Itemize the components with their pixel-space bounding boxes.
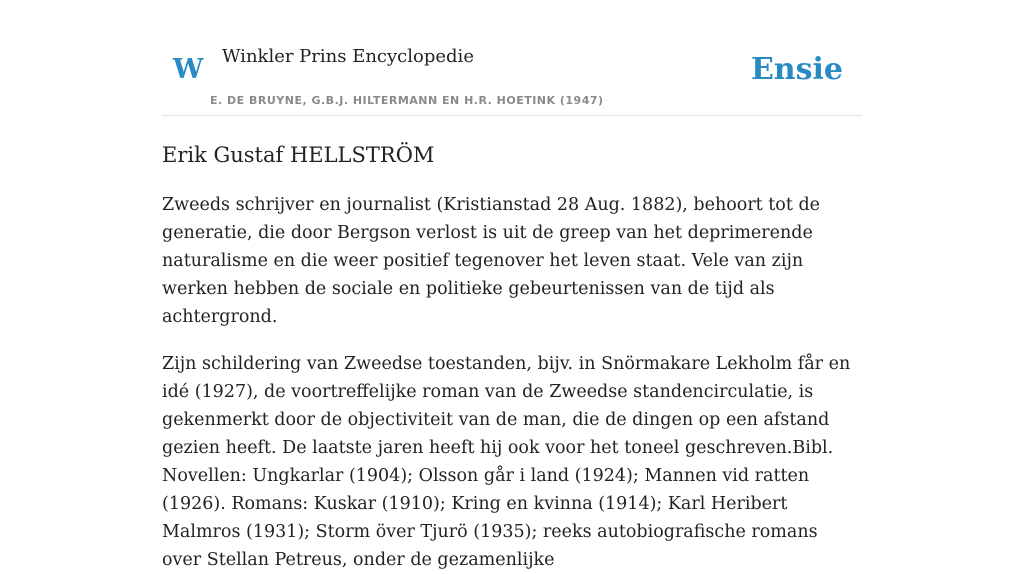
brand-logo[interactable]: Ensie: [750, 52, 843, 87]
source-logo-icon: W: [173, 54, 204, 85]
article: [162, 140, 862, 574]
article-paragraph: Zijn schildering van Zweedse toestanden, bijv. in Snörmakare Lekholm får en idé (1927), de voortreffelijke roman van de Zweedse standencirculatie, is gekenmerkt door de objectiviteit van de man, die de dingen op een afstand gezien heeft. De laatste jaren heeft hij ook voor het toneel geschreven.Bibl. Novellen: Ungkarlar (1904); Olsson går i land (1924); Mannen vid ratten (1926). Romans: Kuskar (1910); Kring en kvinna (1914); Karl Heribert Malmros (1931); Storm över Tjurö (1935); reeks autobiografische romans over Stellan Petreus, onder de gezamenlijke: [162, 354, 851, 570]
source-title[interactable]: Winkler Prins Encyclopedie: [222, 46, 474, 67]
source-authors: E. DE BRUYNE, G.B.J. HILTERMANN EN H.R. HOETINK (1947): [210, 94, 604, 107]
article-title: Erik Gustaf HELLSTRÖM: [162, 143, 435, 167]
source-header: [162, 40, 862, 116]
article-paragraph: Zweeds schrijver en journalist (Kristianstad 28 Aug. 1882), behoort tot de generatie, die door Bergson verlost is uit de greep van het deprimerende naturalisme en die weer positief tegenover het leven staat. Vele van zijn werken hebben de sociale en politieke gebeurtenissen van de tijd als achtergrond.: [162, 195, 821, 327]
